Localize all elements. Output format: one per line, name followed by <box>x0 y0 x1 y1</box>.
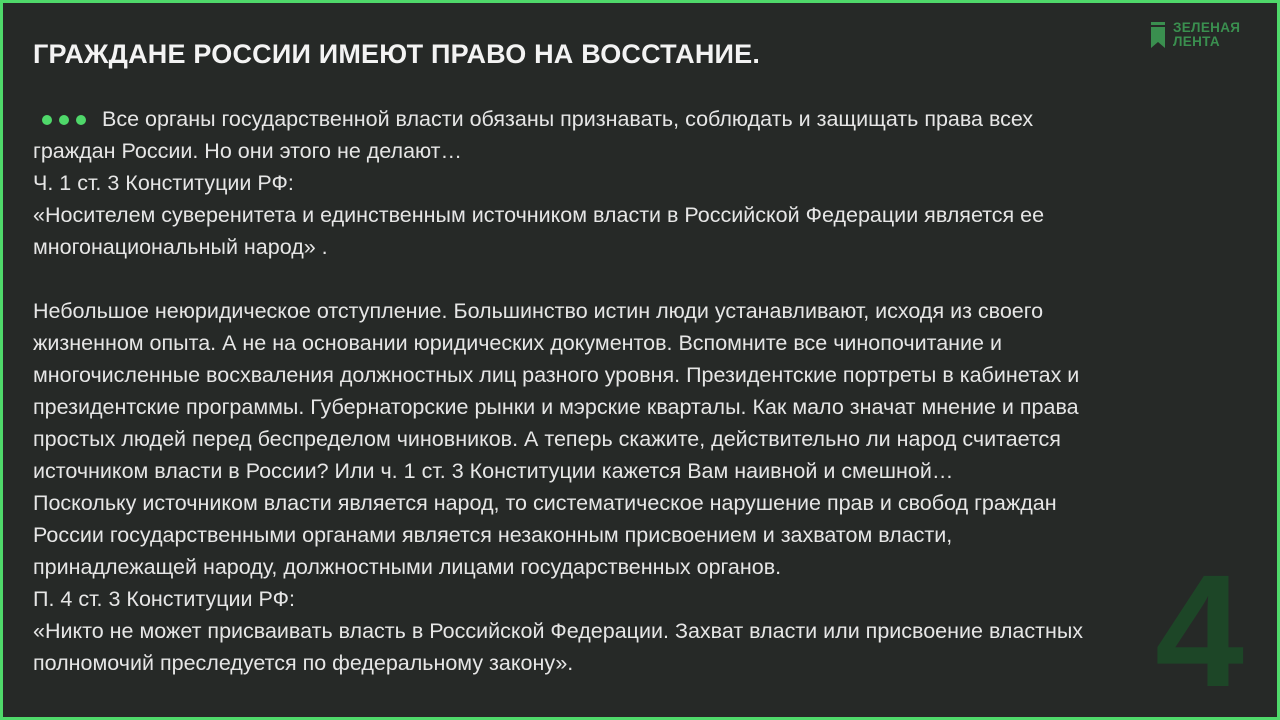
text-line <box>33 103 1253 135</box>
text-line: полномочий преследуется по федеральному закону». <box>33 651 574 675</box>
page-number: 4 <box>1155 541 1244 717</box>
text-line-content: Все органы государственной власти обязаны признавать, соблюдать и защищать права всех <box>102 107 1034 131</box>
text-line: принадлежащей народу, должностными лицами государственных органов. <box>33 555 782 579</box>
text-line: П. 4 ст. 3 Конституции РФ: <box>33 587 295 611</box>
text-line: простых людей перед беспределом чиновников. А теперь скажите, действительно ли народ считается <box>33 427 1061 451</box>
logo-text <box>1173 21 1240 49</box>
text-line: Небольшое неюридическое отступление. Большинство истин люди устанавливают, исходя из своего <box>33 299 1044 323</box>
text-line: Ч. 1 ст. 3 Конституции РФ: <box>33 171 294 195</box>
bullet-dots-icon <box>42 102 102 134</box>
text-line: «Носителем суверенитета и единственным источником власти в Российской Федерации является ее <box>33 203 1045 227</box>
text-line: России государственными органами является незаконным присвоением и захватом власти, <box>33 523 953 547</box>
text-line: жизненном опыта. А не на основании юридических документов. Вспомните все чинопочитание и <box>33 331 1002 355</box>
slide <box>3 3 1277 717</box>
body-text <box>33 103 1253 679</box>
logo-line-2: ЛЕНТА <box>1173 34 1220 49</box>
text-line: «Никто не может присваивать власть в Российской Федерации. Захват власти или присвоение властных <box>33 619 1084 643</box>
text-line: президентские программы. Губернаторские рынки и мэрские кварталы. Как мало значат мнение и права <box>33 395 1079 419</box>
text-line: источником власти в России? Или ч. 1 ст. 3 Конституции кажется Вам наивной и смешной… <box>33 459 954 483</box>
text-line: Поскольку источником власти является народ, то систематическое нарушение прав и свобод граждан <box>33 491 1057 515</box>
page-title: ГРАЖДАНЕ РОССИИ ИМЕЮТ ПРАВО НА ВОССТАНИЕ. <box>33 39 761 69</box>
paragraph-gap <box>33 263 1253 295</box>
text-line: многочисленные восхваления должностных лиц разного уровня. Президентские портреты в кабинетах и <box>33 363 1080 387</box>
green-ribbon-flag-icon <box>1151 22 1167 48</box>
text-line: многонациональный народ» . <box>33 235 328 259</box>
text-line: граждан России. Но они этого не делают… <box>33 139 463 163</box>
logo-line-1: ЗЕЛЕНАЯ <box>1173 20 1241 35</box>
logo <box>1151 21 1261 51</box>
